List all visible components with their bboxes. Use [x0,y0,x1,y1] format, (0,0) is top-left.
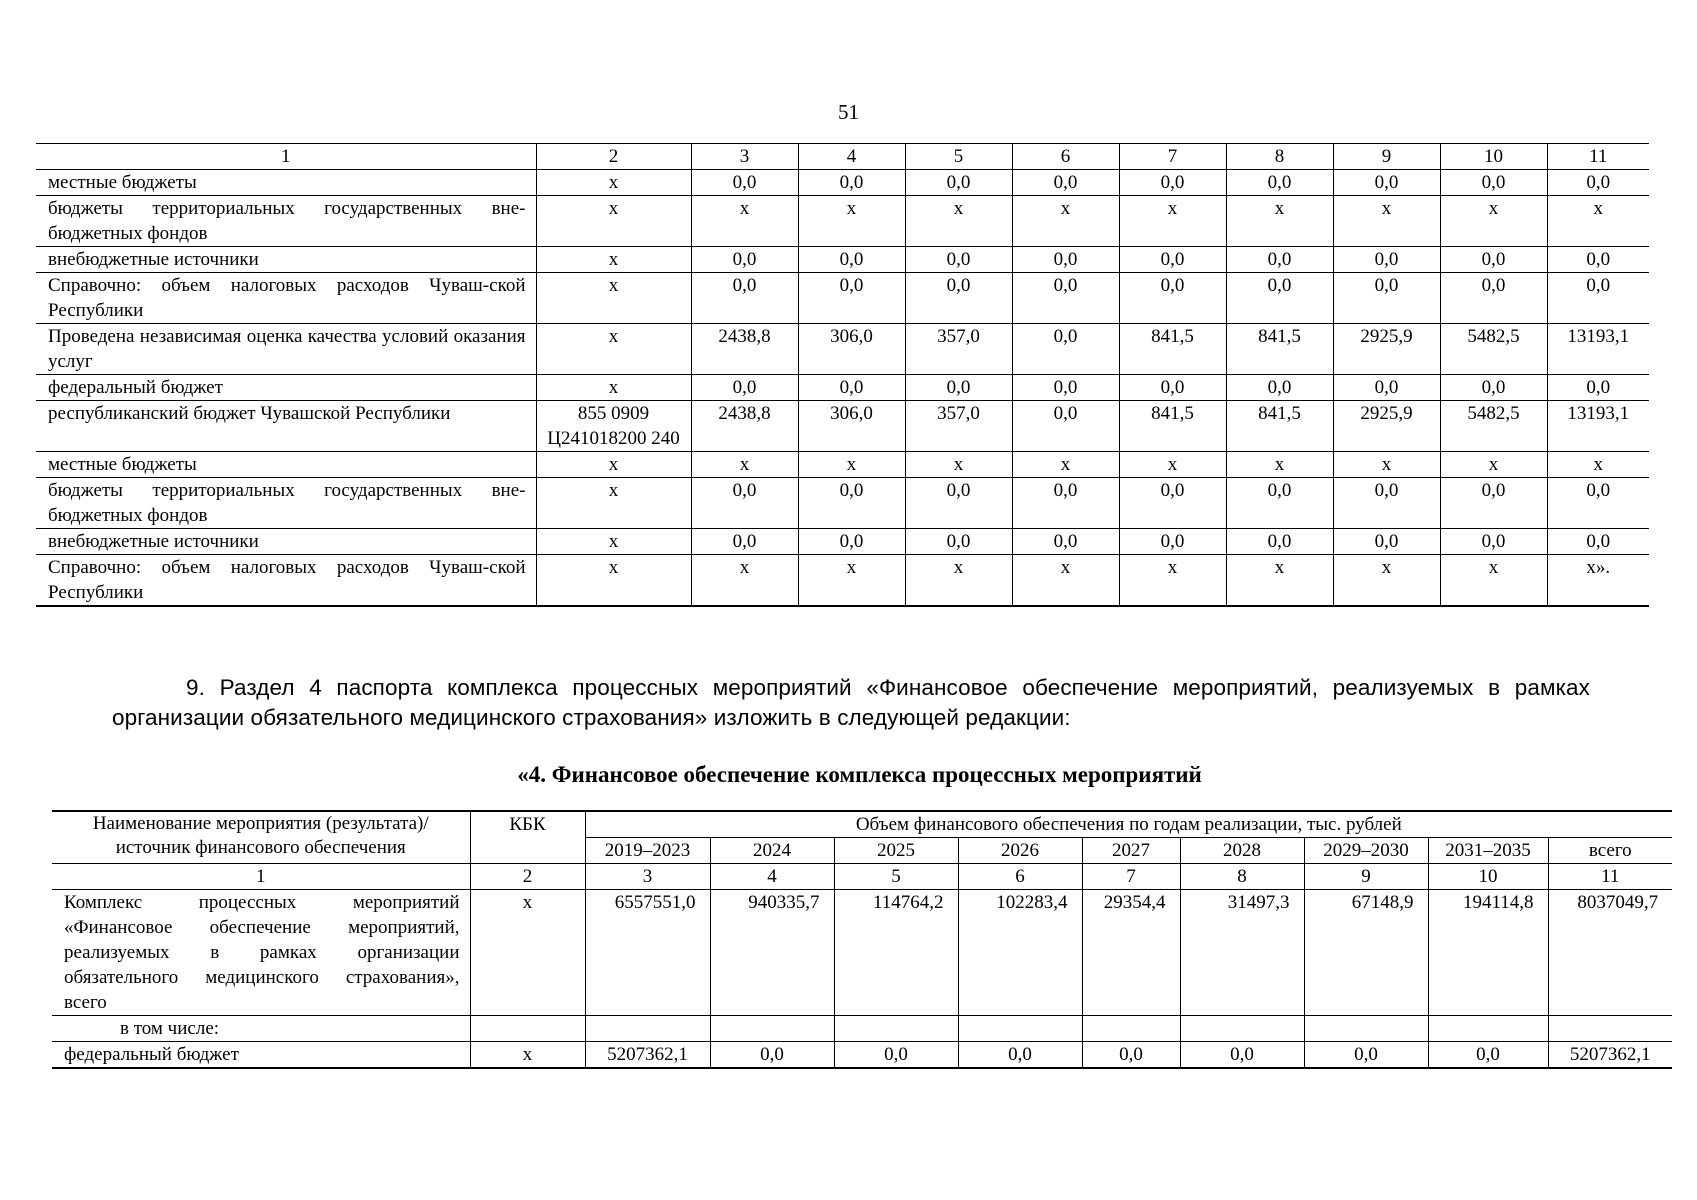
row-value: 2438,8 [691,324,798,375]
row-value: 0,0 [1226,375,1333,401]
section-heading: «4. Финансовое обеспечение комплекса процессных мероприятий [517,762,1202,787]
row-value: x [1226,452,1333,478]
table-numbers-row [52,864,1672,890]
table-row [36,529,1649,555]
year-header-cell: 2031–2035 [1428,838,1548,864]
table-row [36,555,1649,607]
year-header-cell: 2024 [710,838,834,864]
row-value: 0,0 [1012,401,1119,452]
row-value: 0,0 [958,1042,1082,1069]
row-value: 0,0 [1012,375,1119,401]
row-name: Справочно: объем налоговых расходов Чуваш-ской Республики [36,273,536,324]
row-value [1548,1016,1672,1042]
header-cell: 11 [1547,144,1649,170]
row-value: 0,0 [691,529,798,555]
row-name: внебюджетные источники [36,529,536,555]
row-value: 0,0 [1440,170,1547,196]
row-kbk: x [536,247,691,273]
row-value: 0,0 [905,478,1012,529]
row-value: 0,0 [1440,375,1547,401]
row-value: 0,0 [1333,478,1440,529]
row-value: x [905,452,1012,478]
row-value: 29354,4 [1082,890,1180,1016]
table-row [36,478,1649,529]
row-value: 102283,4 [958,890,1082,1016]
row-value: 0,0 [1333,247,1440,273]
row-value: 0,0 [1119,247,1226,273]
row-value: 0,0 [1012,273,1119,324]
row-value: 0,0 [798,247,905,273]
header-cell: 6 [1012,144,1119,170]
column-number-cell: 2 [470,864,585,890]
row-value: 0,0 [1119,529,1226,555]
row-value: 0,0 [1226,529,1333,555]
row-kbk: x [536,273,691,324]
row-value: x [1547,452,1649,478]
row-value [958,1016,1082,1042]
financing-table-section-4 [52,810,1672,1069]
year-header-cell: 2027 [1082,838,1180,864]
row-value: 0,0 [1119,478,1226,529]
row-name: внебюджетные источники [36,247,536,273]
row-value: 0,0 [691,170,798,196]
header-cell: 9 [1333,144,1440,170]
column-number-cell: 8 [1180,864,1304,890]
row-value: x [1226,555,1333,607]
column-number-cell: 11 [1548,864,1672,890]
header-cell: 1 [36,144,536,170]
row-name: местные бюджеты [36,170,536,196]
row-value: 940335,7 [710,890,834,1016]
row-value: x [1119,555,1226,607]
row-value: 0,0 [1333,273,1440,324]
row-value [1082,1016,1180,1042]
row-value: 0,0 [1428,1042,1548,1069]
row-value [1180,1016,1304,1042]
header-cell: 3 [691,144,798,170]
row-value: 0,0 [1440,478,1547,529]
row-name: бюджеты территориальных государственных вне-бюджетных фондов [36,196,536,247]
table-row [36,324,1649,375]
row-value: 306,0 [798,401,905,452]
row-value: x [1333,452,1440,478]
header-name-cell: Наименование мероприятия (результата)/ источник финансового обеспечения [52,811,470,864]
row-value: 5482,5 [1440,324,1547,375]
table-row [52,1042,1672,1069]
row-kbk: x [536,478,691,529]
row-value: 0,0 [1012,170,1119,196]
row-value: 13193,1 [1547,324,1649,375]
row-value: 2925,9 [1333,324,1440,375]
row-value: x [691,196,798,247]
column-number-cell: 3 [585,864,710,890]
row-value: 357,0 [905,401,1012,452]
table-row [52,1016,1672,1042]
row-value: 2438,8 [691,401,798,452]
row-value: x [1012,452,1119,478]
row-value: 2925,9 [1333,401,1440,452]
row-value: x». [1547,555,1649,607]
row-value: 0,0 [1012,529,1119,555]
row-value: 0,0 [798,375,905,401]
column-number-cell: 5 [834,864,958,890]
row-value: x [1440,196,1547,247]
row-value: x [798,555,905,607]
table-row [36,170,1649,196]
table-row [36,247,1649,273]
row-value: 0,0 [798,478,905,529]
year-header-cell: 2026 [958,838,1082,864]
row-name: бюджеты территориальных государственных вне-бюджетных фондов [36,478,536,529]
row-kbk: x [536,324,691,375]
row-value: x [798,452,905,478]
row-value: x [1333,555,1440,607]
year-header-cell: 2019–2023 [585,838,710,864]
column-number-cell: 6 [958,864,1082,890]
row-value: x [1333,196,1440,247]
row-value [585,1016,710,1042]
row-value: 0,0 [1012,247,1119,273]
row-value: 306,0 [798,324,905,375]
header-cell: 10 [1440,144,1547,170]
header-cell: 5 [905,144,1012,170]
row-value: 5207362,1 [1548,1042,1672,1069]
row-value: x [1226,196,1333,247]
row-value: x [691,452,798,478]
table-header-row [52,811,1672,838]
row-value: x [691,555,798,607]
row-value: 0,0 [798,170,905,196]
row-value [1304,1016,1428,1042]
table-row [36,196,1649,247]
row-kbk: x [536,555,691,607]
row-kbk: x [470,1042,585,1069]
row-value: 0,0 [1547,529,1649,555]
table-row [36,273,1649,324]
row-value: 0,0 [1082,1042,1180,1069]
row-value: 194114,8 [1428,890,1548,1016]
year-header-cell: 2028 [1180,838,1304,864]
table-row [36,401,1649,452]
row-value: 0,0 [1119,375,1226,401]
header-cell: 4 [798,144,905,170]
row-value: 0,0 [1226,170,1333,196]
row-value: x [1119,452,1226,478]
row-kbk: x [536,529,691,555]
table-header-row [36,144,1649,170]
row-value: 0,0 [1547,247,1649,273]
table-row [52,890,1672,1016]
year-header-cell: 2029–2030 [1304,838,1428,864]
row-value: 0,0 [710,1042,834,1069]
row-kbk: x [470,890,585,1016]
row-value: 67148,9 [1304,890,1428,1016]
row-value: 0,0 [905,529,1012,555]
row-value: 0,0 [798,273,905,324]
row-value: 0,0 [905,170,1012,196]
year-header-cell: 2025 [834,838,958,864]
row-value: 0,0 [834,1042,958,1069]
column-number-cell: 4 [710,864,834,890]
row-name: Комплекс процессных мероприятий «Финансовое обеспечение мероприятий, реализуемых в рамках организации обязательного медицинского страхования», всего [52,890,470,1016]
row-value [834,1016,958,1042]
row-value: 0,0 [691,273,798,324]
row-value: 0,0 [1547,273,1649,324]
row-value: x [905,555,1012,607]
row-value: 0,0 [1547,478,1649,529]
header-kbk-cell: КБК [470,811,585,864]
amendment-paragraph: 9. Раздел 4 паспорта комплекса процессных мероприятий «Финансовое обеспечение мероприятий, реализуемых в рамках организации обязательного медицинского страхования» изложить в следующей редакции: [112,675,1590,730]
row-value: x [798,196,905,247]
table-row [36,375,1649,401]
row-value: 0,0 [905,375,1012,401]
column-number-cell: 1 [52,864,470,890]
column-number-cell: 9 [1304,864,1428,890]
row-value: 357,0 [905,324,1012,375]
row-value: 841,5 [1119,324,1226,375]
row-value: 0,0 [905,273,1012,324]
row-value: 5207362,1 [585,1042,710,1069]
row-value: 0,0 [1333,375,1440,401]
row-value: 841,5 [1119,401,1226,452]
row-kbk: x [536,196,691,247]
page-number: 51 [838,100,859,124]
row-value: 13193,1 [1547,401,1649,452]
row-value: 0,0 [1119,170,1226,196]
row-value [1428,1016,1548,1042]
row-value: 0,0 [1226,478,1333,529]
year-header-cell: всего [1548,838,1672,864]
row-kbk: x [536,170,691,196]
row-value: 0,0 [1180,1042,1304,1069]
row-value: 0,0 [691,247,798,273]
row-name: федеральный бюджет [52,1042,470,1069]
row-value: 0,0 [1012,324,1119,375]
row-value: 0,0 [1440,247,1547,273]
header-volume-cell: Объем финансового обеспечения по годам реализации, тыс. рублей [585,811,1672,838]
row-value: 0,0 [1304,1042,1428,1069]
row-name: Справочно: объем налоговых расходов Чуваш-ской Республики [36,555,536,607]
row-value: x [1012,555,1119,607]
header-cell: 7 [1119,144,1226,170]
row-value: 0,0 [1440,273,1547,324]
row-value: 0,0 [1226,247,1333,273]
row-value: 841,5 [1226,401,1333,452]
row-value: x [1119,196,1226,247]
row-name: федеральный бюджет [36,375,536,401]
row-value: 0,0 [905,247,1012,273]
row-value: 0,0 [1226,273,1333,324]
row-kbk [470,1016,585,1042]
row-value: 0,0 [691,375,798,401]
row-name: Проведена независимая оценка качества условий оказания услуг [36,324,536,375]
row-value: 6557551,0 [585,890,710,1016]
column-number-cell: 10 [1428,864,1548,890]
row-value: 0,0 [1333,529,1440,555]
row-name: республиканский бюджет Чувашской Республики [36,401,536,452]
row-value: x [905,196,1012,247]
row-kbk: 855 0909 Ц241018200 240 [536,401,691,452]
row-kbk: x [536,452,691,478]
row-value: 0,0 [1119,273,1226,324]
header-cell: 2 [536,144,691,170]
row-value: 0,0 [691,478,798,529]
row-value: 5482,5 [1440,401,1547,452]
row-value: 0,0 [1333,170,1440,196]
row-value [710,1016,834,1042]
row-value: x [1012,196,1119,247]
row-value: 8037049,7 [1548,890,1672,1016]
row-name: местные бюджеты [36,452,536,478]
row-value: 31497,3 [1180,890,1304,1016]
row-value: x [1440,555,1547,607]
row-value: 114764,2 [834,890,958,1016]
row-value: 0,0 [798,529,905,555]
row-value: 0,0 [1012,478,1119,529]
row-value: 0,0 [1547,170,1649,196]
row-name: в том числе: [52,1016,470,1042]
row-kbk: x [536,375,691,401]
row-value: 0,0 [1547,375,1649,401]
row-value: x [1440,452,1547,478]
row-value: 841,5 [1226,324,1333,375]
row-value: 0,0 [1440,529,1547,555]
row-value: x [1547,196,1649,247]
header-cell: 8 [1226,144,1333,170]
financing-table-continuation [36,143,1649,607]
column-number-cell: 7 [1082,864,1180,890]
table-row [36,452,1649,478]
